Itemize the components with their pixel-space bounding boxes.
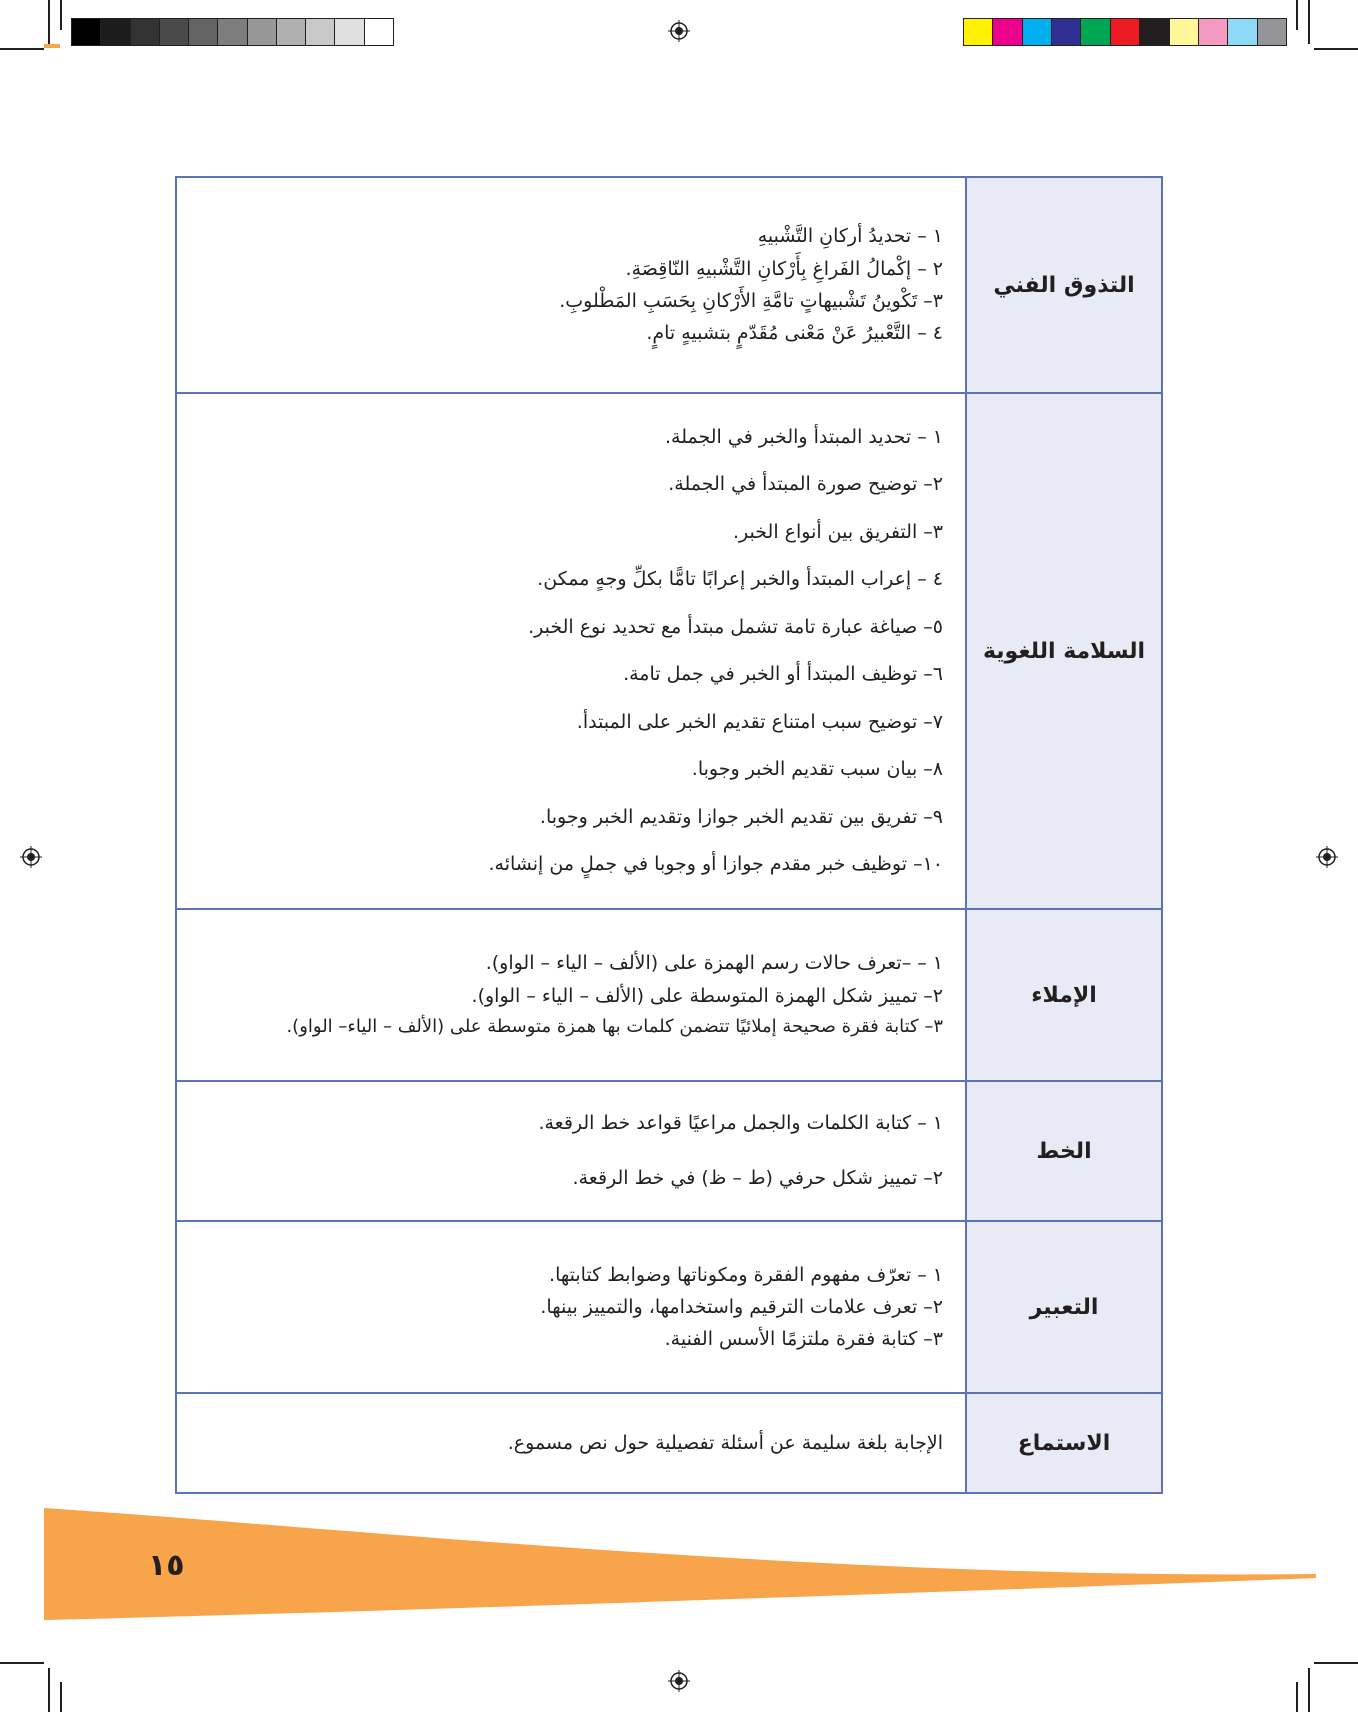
objective-item: ١ – كتابة الكلمات والجمل مراعيًا قواعد خط الرقعة. (538, 1111, 943, 1134)
objective-item: ٣– التفريق بين أنواع الخبر. (733, 520, 943, 543)
objective-item: ٧– توضيح سبب امتناع تقديم الخبر على المبتدأ. (576, 710, 943, 733)
objective-item: ٢– تمييز شكل حرفي (ط – ظ) في خط الرقعة. (572, 1167, 943, 1189)
objective-item: ٢ – إكْمالُ الفَراغِ بِأَرْكانِ التَّشْبيهِ النّاقِصَةِ. (625, 257, 943, 280)
subject-cell: التعبير (966, 1221, 1162, 1393)
objective-item: ١ – تحديدُ أركانِ التَّشْبيهِ (757, 225, 943, 248)
color-swatch (160, 19, 189, 45)
color-swatch (1052, 19, 1081, 45)
objective-item: ٥– صياغة عبارة تامة تشمل مبتدأ مع تحديد نوع الخبر. (528, 615, 943, 638)
page-number: ١٥ (148, 1548, 185, 1583)
table-row (176, 1221, 1162, 1393)
objective-item: ٨– بيان سبب تقديم الخبر وجوبا. (691, 758, 943, 780)
color-swatch (131, 19, 160, 45)
color-swatch (189, 19, 218, 45)
color-swatch (101, 19, 130, 45)
table-row (176, 177, 1162, 393)
objective-item: ١ – –تعرف حالات رسم الهمزة على (الألف – الياء – الواو). (485, 952, 943, 975)
subject-cell: السلامة اللغوية (966, 393, 1162, 909)
objectives-cell (176, 1221, 966, 1393)
color-swatch (964, 19, 993, 45)
objectives-cell (176, 177, 966, 393)
color-swatch (218, 19, 247, 45)
color-swatch (72, 19, 101, 45)
color-swatch (1140, 19, 1169, 45)
subject-cell: الخط (966, 1081, 1162, 1221)
registration-mark-icon (668, 1670, 690, 1692)
color-swatch (335, 19, 364, 45)
objectives-cell (176, 1393, 966, 1493)
registration-mark-icon (668, 20, 690, 42)
objective-item: ١ – تعرّف مفهوم الفقرة ومكوناتها وضوابط كتابتها. (549, 1263, 943, 1286)
subject-cell: التذوق الفني (966, 177, 1162, 393)
objective-item: ٢– تمييز شكل الهمزة المتوسطة على (الألف – الياء – الواو). (471, 984, 943, 1007)
objective-item: ٦– توظيف المبتدأ أو الخبر في جمل تامة. (623, 663, 943, 685)
color-swatch (1199, 19, 1228, 45)
table-row (176, 1393, 1162, 1493)
registration-mark-icon (20, 846, 42, 868)
footer-band (44, 1500, 1316, 1620)
objectives-cell (176, 393, 966, 909)
color-swatch (1081, 19, 1110, 45)
registration-mark-icon (1316, 846, 1338, 868)
objectives-table (175, 176, 1163, 1494)
objective-item: ٩– تفريق بين تقديم الخبر جوازا وتقديم الخبر وجوبا. (539, 805, 943, 828)
objective-item: ١ – تحديد المبتدأ والخبر في الجملة. (665, 425, 943, 448)
color-swatch (277, 19, 306, 45)
color-swatch (993, 19, 1022, 45)
objective-item: الإجابة بلغة سليمة عن أسئلة تفصيلية حول نص مسموع. (507, 1431, 943, 1454)
objectives-cell (176, 1081, 966, 1221)
grayscale-color-bar (71, 18, 394, 46)
objectives-cell (176, 909, 966, 1081)
objective-item: ٣– تَكْوينُ تَشْبيهاتٍ تامَّةِ الأَرْكانِ بِحَسَبِ المَطْلوبِ. (559, 290, 943, 312)
objective-item: ١٠– توظيف خبر مقدم جوازا أو وجوبا في جملٍ من إنشائه. (488, 853, 943, 875)
objective-item: ٤ – إعراب المبتدأ والخبر إعرابًا تامًّا بكلِّ وجهٍ ممكن. (537, 568, 943, 590)
table-row (176, 1081, 1162, 1221)
subject-cell: الإملاء (966, 909, 1162, 1081)
color-swatch (365, 19, 393, 45)
color-swatch (1170, 19, 1199, 45)
subject-cell: الاستماع (966, 1393, 1162, 1493)
table-row (176, 909, 1162, 1081)
color-swatch (1258, 19, 1286, 45)
table-row (176, 393, 1162, 909)
color-swatch (1228, 19, 1257, 45)
color-swatch (248, 19, 277, 45)
objective-item: ٢– تعرف علامات الترقيم واستخدامها، والتمييز بينها. (540, 1295, 943, 1318)
objective-item: ٣– كتابة فقرة صحيحة إملائيًا تتضمن كلمات بها همزة متوسطة على (الألف – الياء– الواو). (286, 1016, 943, 1037)
color-swatch (1111, 19, 1140, 45)
objective-item: ٣– كتابة فقرة ملتزمًا الأسس الفنية. (664, 1328, 943, 1351)
color-swatch (1023, 19, 1052, 45)
objective-item: ٢– توضيح صورة المبتدأ في الجملة. (668, 473, 943, 495)
color-swatch (306, 19, 335, 45)
process-color-bar (963, 18, 1287, 46)
objective-item: ٤ – التَّعْبيرُ عَنْ مَعْنى مُقَدّمٍ بتشبيهٍ تامٍ. (646, 322, 943, 345)
